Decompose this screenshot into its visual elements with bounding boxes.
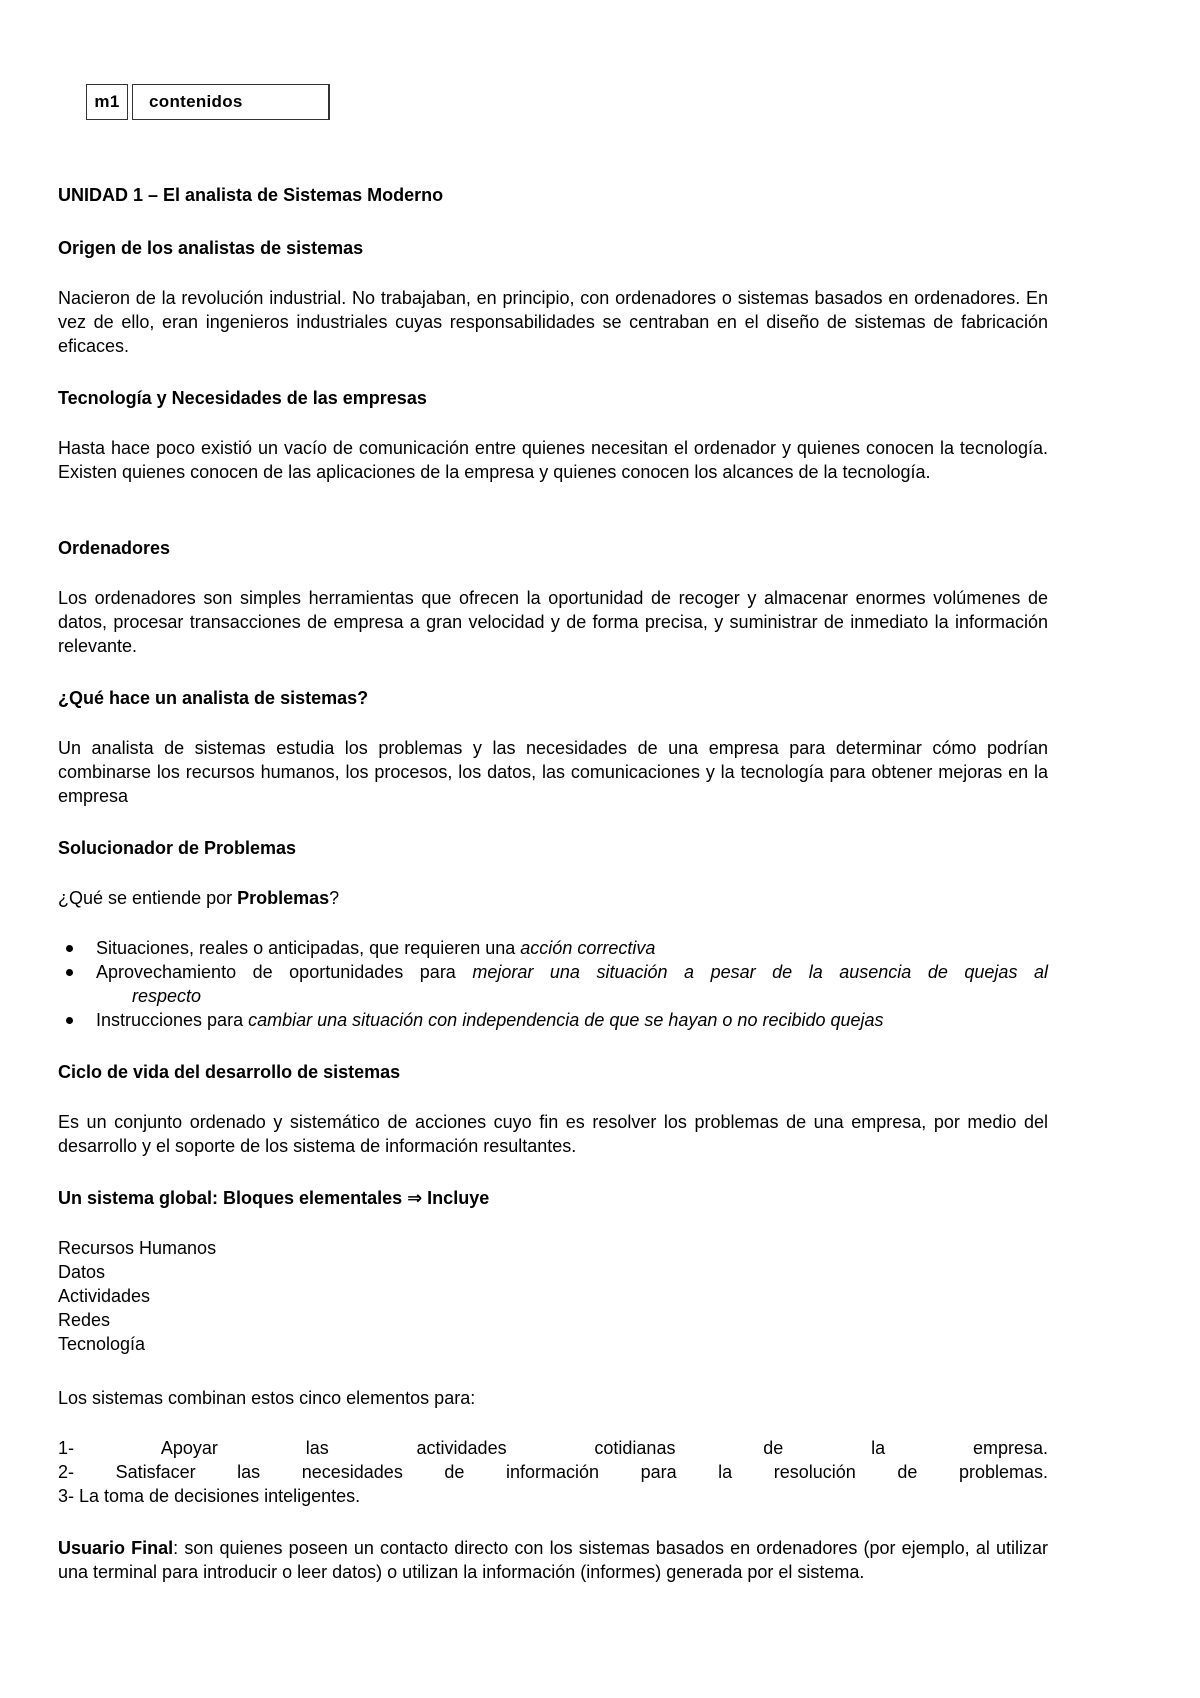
document-header — [86, 84, 330, 122]
paragraph-que-hace: Un analista de sistemas estudia los problemas y las necesidades de una empresa para determinar cómo podrían combinarse los recursos humanos, los procesos, los datos, las comunicaciones y la tecnología para obtener mejoras en la empresa — [58, 738, 1048, 806]
bullet-icon — [66, 1017, 73, 1024]
heading-ciclo: Ciclo de vida del desarrollo de sistemas — [58, 1062, 401, 1082]
bullet-text: Situaciones, reales o anticipadas, que requieren una — [96, 938, 521, 958]
paragraph-usuario-final — [58, 1536, 1048, 1584]
numbered-list — [58, 1436, 1048, 1508]
list-item: 3- La toma de decisiones inteligentes. — [58, 1486, 361, 1506]
unit-title: UNIDAD 1 – El analista de Sistemas Moderno — [58, 185, 444, 205]
module-label: m1 — [86, 84, 128, 120]
question-bold: Problemas — [237, 888, 330, 908]
heading-tecnologia: Tecnología y Necesidades de las empresas — [58, 388, 427, 408]
list-item: Datos — [58, 1262, 106, 1282]
list-item — [58, 936, 1048, 960]
list-item: Tecnología — [58, 1334, 146, 1354]
question-prefix: ¿Qué se entiende por — [58, 888, 238, 908]
bullet-text: Instrucciones para — [96, 1010, 249, 1030]
list-item — [58, 1008, 1048, 1032]
heading-solucionador: Solucionador de Problemas — [58, 838, 297, 858]
bullet-icon — [66, 969, 73, 976]
list-item: 1- Apoyar las actividades cotidianas de la empresa. — [58, 1438, 1048, 1458]
list-item: Actividades — [58, 1286, 151, 1306]
problems-list — [58, 936, 1048, 1032]
definition-usuario-final: : son quienes poseen un contacto directo con los sistemas basados en ordenadores (por ejemplo, al utilizar una terminal para introducir o leer datos) o utilizan la información (informes) generada por el sistema. — [58, 1538, 1048, 1582]
paragraph-tecnologia: Hasta hace poco existió un vacío de comunicación entre quienes necesitan el ordenador y quienes conocen la tecnología. Existen quienes conocen de las aplicaciones de la empresa y quienes conocen los alcances de la tecnología. — [58, 438, 1048, 482]
list-item: Recursos Humanos — [58, 1238, 217, 1258]
bullet-icon — [66, 945, 73, 952]
list-item: 2- Satisfacer las necesidades de información para la resolución de problemas. — [58, 1462, 1048, 1482]
question-suffix: ? — [329, 888, 340, 908]
heading-sistema-global: Un sistema global: Bloques elementales ⇒ Incluye — [58, 1188, 490, 1208]
bullet-italic: acción correctiva — [520, 938, 656, 958]
paragraph-origen: Nacieron de la revolución industrial. No trabajaban, en principio, con ordenadores o sistemas basados en ordenadores. En vez de ello, eran ingenieros industriales cuyas responsabilidades se centraban en el diseño de sistemas de fabricación eficaces. — [58, 288, 1048, 356]
question-problemas — [58, 886, 1048, 910]
bullet-continuation: respecto — [132, 986, 202, 1006]
bullet-text: Aprovechamiento de oportunidades para — [96, 962, 473, 982]
term-usuario-final: Usuario Final — [58, 1538, 174, 1558]
paragraph-ciclo: Es un conjunto ordenado y sistemático de acciones cuyo fin es resolver los problemas de una empresa, por medio del desarrollo y el soporte de los sistema de información resultantes. — [58, 1112, 1048, 1156]
combine-text: Los sistemas combinan estos cinco elementos para: — [58, 1388, 476, 1408]
list-item — [58, 960, 1048, 1008]
heading-origen: Origen de los analistas de sistemas — [58, 238, 364, 258]
bullet-italic: mejorar una situación a pesar de la ausencia de quejas al — [472, 962, 1048, 982]
heading-ordenadores: Ordenadores — [58, 538, 171, 558]
bullet-italic: cambiar una situación con independencia de que se hayan o no recibido quejas — [248, 1010, 884, 1030]
elements-list — [58, 1236, 1048, 1356]
paragraph-ordenadores: Los ordenadores son simples herramientas que ofrecen la oportunidad de recoger y almacenar enormes volúmenes de datos, procesar transacciones de empresa a gran velocidad y de forma precisa, y suministrar de inmediato la información relevante. — [58, 588, 1048, 656]
section-label: contenidos — [132, 84, 330, 120]
heading-que-hace: ¿Qué hace un analista de sistemas? — [58, 688, 369, 708]
list-item: Redes — [58, 1310, 111, 1330]
